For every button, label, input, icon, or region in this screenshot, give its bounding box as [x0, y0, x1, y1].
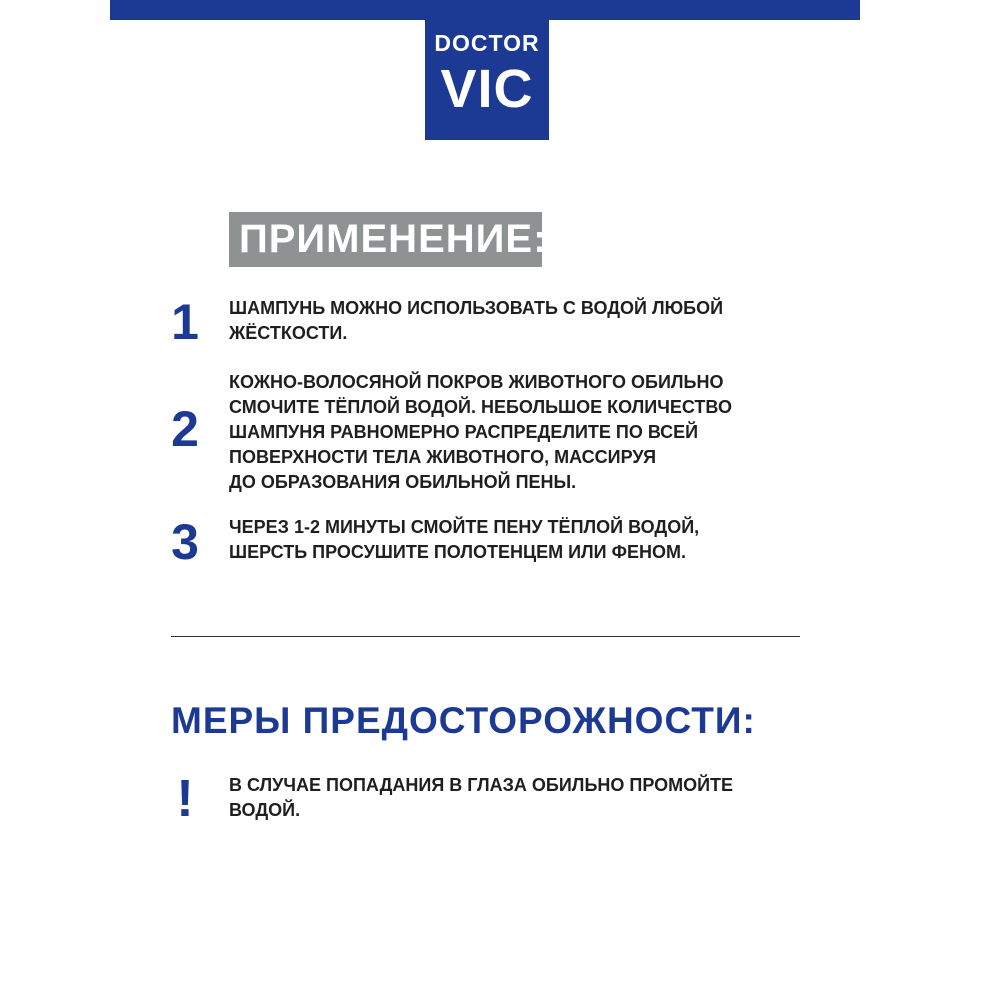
logo-line-vic: VIC [440, 59, 534, 119]
precaution-text: В СЛУЧАЕ ПОПАДАНИЯ В ГЛАЗА ОБИЛЬНО ПРОМОЙТЕ ВОДОЙ. [229, 775, 734, 820]
step-1-text: ШАМПУНЬ МОЖНО ИСПОЛЬЗОВАТЬ С ВОДОЙ ЛЮБОЙ ЖЁСТКОСТИ. [229, 298, 724, 343]
step-3-number: 3 [171, 514, 199, 570]
logo-line-doctor: DOCTOR [434, 30, 540, 56]
step-3-text: ЧЕРЕЗ 1-2 МИНУТЫ СМОЙТЕ ПЕНУ ТЁПЛОЙ ВОДОЙ, ШЕРСТЬ ПРОСУШИТЕ ПОЛОТЕНЦЕМ ИЛИ ФЕНОМ. [229, 517, 700, 562]
step-1-number: 1 [171, 294, 199, 350]
usage-heading: ПРИМЕНЕНИЕ: [229, 212, 542, 267]
precautions-heading: МЕРЫ ПРЕДОСТОРОЖНОСТИ: [171, 700, 756, 741]
section-divider [171, 636, 800, 637]
step-2-text: КОЖНО-ВОЛОСЯНОЙ ПОКРОВ ЖИВОТНОГО ОБИЛЬНО СМОЧИТЕ ТЁПЛОЙ ВОДОЙ. НЕБОЛЬШОЕ КОЛИЧЕСТВО ШАМПУНЯ РАВНОМЕРНО РАСПРЕДЕЛИТЕ ПО ВСЕЙ ПОВЕРХНОСТИ ТЕЛА ЖИВОТНОГО, МАССИРУЯ ДО ОБРАЗОВАНИЯ ОБИЛЬНОЙ ПЕНЫ. [229, 372, 732, 492]
step-2-number: 2 [171, 401, 199, 457]
brand-logo [425, 0, 549, 140]
exclamation-icon: ! [176, 770, 194, 828]
